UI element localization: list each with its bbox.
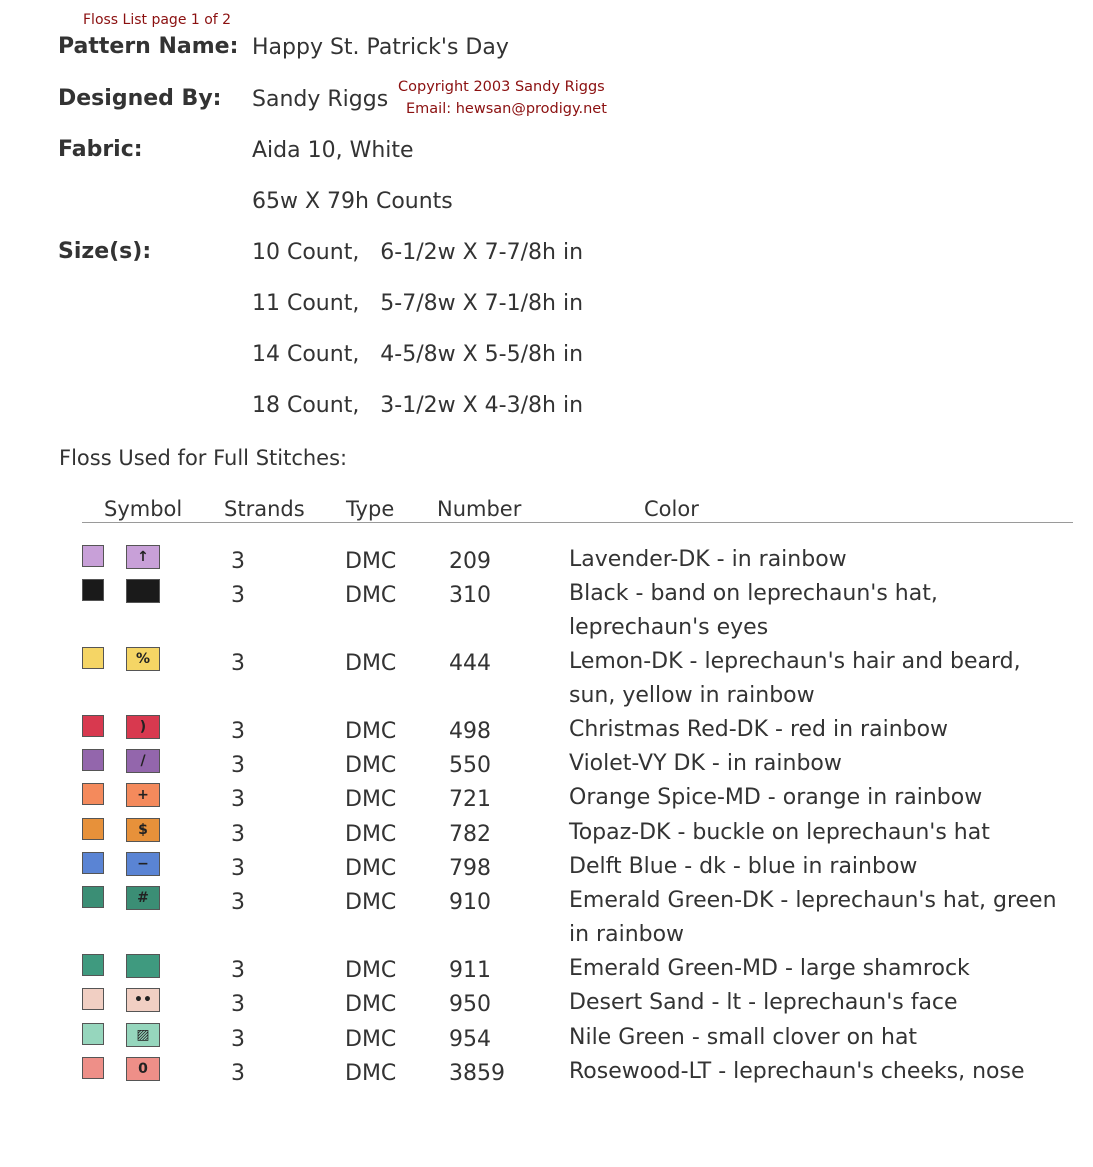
- color-cell: Violet-VY DK - in rainbow: [569, 751, 842, 776]
- type-cell: DMC: [345, 549, 397, 574]
- number-cell: 911: [449, 958, 491, 983]
- stitch-symbol-icon: %: [126, 647, 160, 671]
- color-swatch: [82, 1057, 104, 1079]
- stitch-symbol-icon: ▨: [126, 1023, 160, 1047]
- number-cell: 444: [449, 651, 491, 676]
- color-cell: Lemon-DK - leprechaun's hair and beard, sun, yellow in rainbow: [569, 649, 1021, 708]
- email-text: Email: hewsan@prodigy.net: [406, 101, 607, 117]
- copyright-text: Copyright 2003 Sandy Riggs: [398, 79, 605, 95]
- table-row: [0, 715, 1093, 749]
- type-cell: DMC: [345, 822, 397, 847]
- table-row: [0, 579, 1093, 640]
- type-cell: DMC: [345, 958, 397, 983]
- color-cell: Christmas Red-DK - red in rainbow: [569, 717, 949, 742]
- column-header-number: Number: [437, 497, 522, 521]
- number-cell: 209: [449, 549, 491, 574]
- color-swatch: [82, 954, 104, 976]
- table-row: [0, 545, 1093, 579]
- table-row: [0, 1057, 1093, 1091]
- number-cell: 910: [449, 890, 491, 915]
- number-cell: 950: [449, 992, 491, 1017]
- number-cell: 498: [449, 719, 491, 744]
- stitch-symbol-icon: +: [126, 783, 160, 807]
- color-cell: Desert Sand - lt - leprechaun's face: [569, 990, 958, 1015]
- designed-by-label: Designed By:: [58, 86, 222, 111]
- color-cell: Nile Green - small clover on hat: [569, 1025, 918, 1050]
- type-cell: DMC: [345, 992, 397, 1017]
- strands-cell: 3: [231, 856, 245, 881]
- page-label: Floss List page 1 of 2: [83, 12, 232, 28]
- column-header-strands: Strands: [224, 497, 305, 521]
- column-header-symbol: Symbol: [104, 497, 183, 521]
- table-row: [0, 1023, 1093, 1057]
- strands-cell: 3: [231, 1027, 245, 1052]
- number-cell: 3859: [449, 1061, 505, 1086]
- color-cell: Orange Spice-MD - orange in rainbow: [569, 785, 983, 810]
- type-cell: DMC: [345, 787, 397, 812]
- number-cell: 782: [449, 822, 491, 847]
- stitch-symbol-icon: [126, 954, 160, 978]
- color-swatch: [82, 579, 104, 601]
- fabric-label: Fabric:: [58, 137, 143, 162]
- type-cell: DMC: [345, 856, 397, 881]
- strands-cell: 3: [231, 1061, 245, 1086]
- table-row: [0, 818, 1093, 852]
- stitch-symbol-icon: 0: [126, 1057, 160, 1081]
- strands-cell: 3: [231, 890, 245, 915]
- table-row: [0, 954, 1093, 988]
- number-cell: 954: [449, 1027, 491, 1052]
- color-swatch: [82, 988, 104, 1010]
- color-swatch: [82, 1023, 104, 1045]
- stitch-symbol-icon: /: [126, 749, 160, 773]
- table-row: [0, 783, 1093, 817]
- color-cell: Topaz-DK - buckle on leprechaun's hat: [569, 820, 990, 845]
- table-row: [0, 852, 1093, 886]
- stitch-symbol-icon: ••: [126, 988, 160, 1012]
- color-swatch: [82, 783, 104, 805]
- color-cell: Emerald Green-DK - leprechaun's hat, green in rainbow: [569, 888, 1057, 947]
- type-cell: DMC: [345, 1027, 397, 1052]
- size-14-count: 14 Count, 4-5/8w X 5-5/8h in: [252, 342, 584, 367]
- number-cell: 310: [449, 583, 491, 608]
- strands-cell: 3: [231, 992, 245, 1017]
- sizes-label: Size(s):: [58, 239, 152, 264]
- table-row: [0, 647, 1093, 708]
- color-swatch: [82, 545, 104, 567]
- stitch-symbol-icon: ↑: [126, 545, 160, 569]
- strands-cell: 3: [231, 651, 245, 676]
- strands-cell: 3: [231, 583, 245, 608]
- size-18-count: 18 Count, 3-1/2w X 4-3/8h in: [252, 393, 584, 418]
- strands-cell: 3: [231, 958, 245, 983]
- type-cell: DMC: [345, 890, 397, 915]
- color-cell: Black - band on leprechaun's hat, leprechaun's eyes: [569, 581, 938, 640]
- stitch-symbol-icon: #: [126, 886, 160, 910]
- fabric-value: Aida 10, White: [252, 138, 414, 163]
- type-cell: DMC: [345, 651, 397, 676]
- type-cell: DMC: [345, 753, 397, 778]
- strands-cell: 3: [231, 719, 245, 744]
- pattern-name-value: Happy St. Patrick's Day: [252, 35, 509, 60]
- stitch-symbol-icon: ): [126, 715, 160, 739]
- size-11-count: 11 Count, 5-7/8w X 7-1/8h in: [252, 291, 584, 316]
- number-cell: 798: [449, 856, 491, 881]
- color-swatch: [82, 852, 104, 874]
- color-swatch: [82, 749, 104, 771]
- stitch-symbol-icon: [126, 579, 160, 603]
- table-row: [0, 988, 1093, 1022]
- designed-by-value: Sandy Riggs: [252, 87, 389, 112]
- color-swatch: [82, 647, 104, 669]
- strands-cell: 3: [231, 822, 245, 847]
- color-cell: Lavender-DK - in rainbow: [569, 547, 847, 572]
- number-cell: 721: [449, 787, 491, 812]
- stitch-symbol-icon: $: [126, 818, 160, 842]
- copyright-block: [398, 76, 607, 120]
- strands-cell: 3: [231, 753, 245, 778]
- column-header-type: Type: [346, 497, 395, 521]
- table-row: [0, 886, 1093, 947]
- color-swatch: [82, 818, 104, 840]
- table-row: [0, 749, 1093, 783]
- stitch-symbol-icon: −: [126, 852, 160, 876]
- type-cell: DMC: [345, 583, 397, 608]
- column-header-color: Color: [644, 497, 699, 521]
- header-divider: [82, 522, 1073, 523]
- pattern-name-label: Pattern Name:: [58, 34, 239, 59]
- size-10-count: 10 Count, 6-1/2w X 7-7/8h in: [252, 240, 584, 265]
- color-cell: Rosewood-LT - leprechaun's cheeks, nose: [569, 1059, 1025, 1084]
- color-cell: Delft Blue - dk - blue in rainbow: [569, 854, 918, 879]
- counts-value: 65w X 79h Counts: [252, 189, 453, 214]
- strands-cell: 3: [231, 787, 245, 812]
- strands-cell: 3: [231, 549, 245, 574]
- floss-section-title: Floss Used for Full Stitches:: [59, 446, 348, 470]
- type-cell: DMC: [345, 1061, 397, 1086]
- number-cell: 550: [449, 753, 491, 778]
- color-swatch: [82, 715, 104, 737]
- color-swatch: [82, 886, 104, 908]
- color-cell: Emerald Green-MD - large shamrock: [569, 956, 970, 981]
- type-cell: DMC: [345, 719, 397, 744]
